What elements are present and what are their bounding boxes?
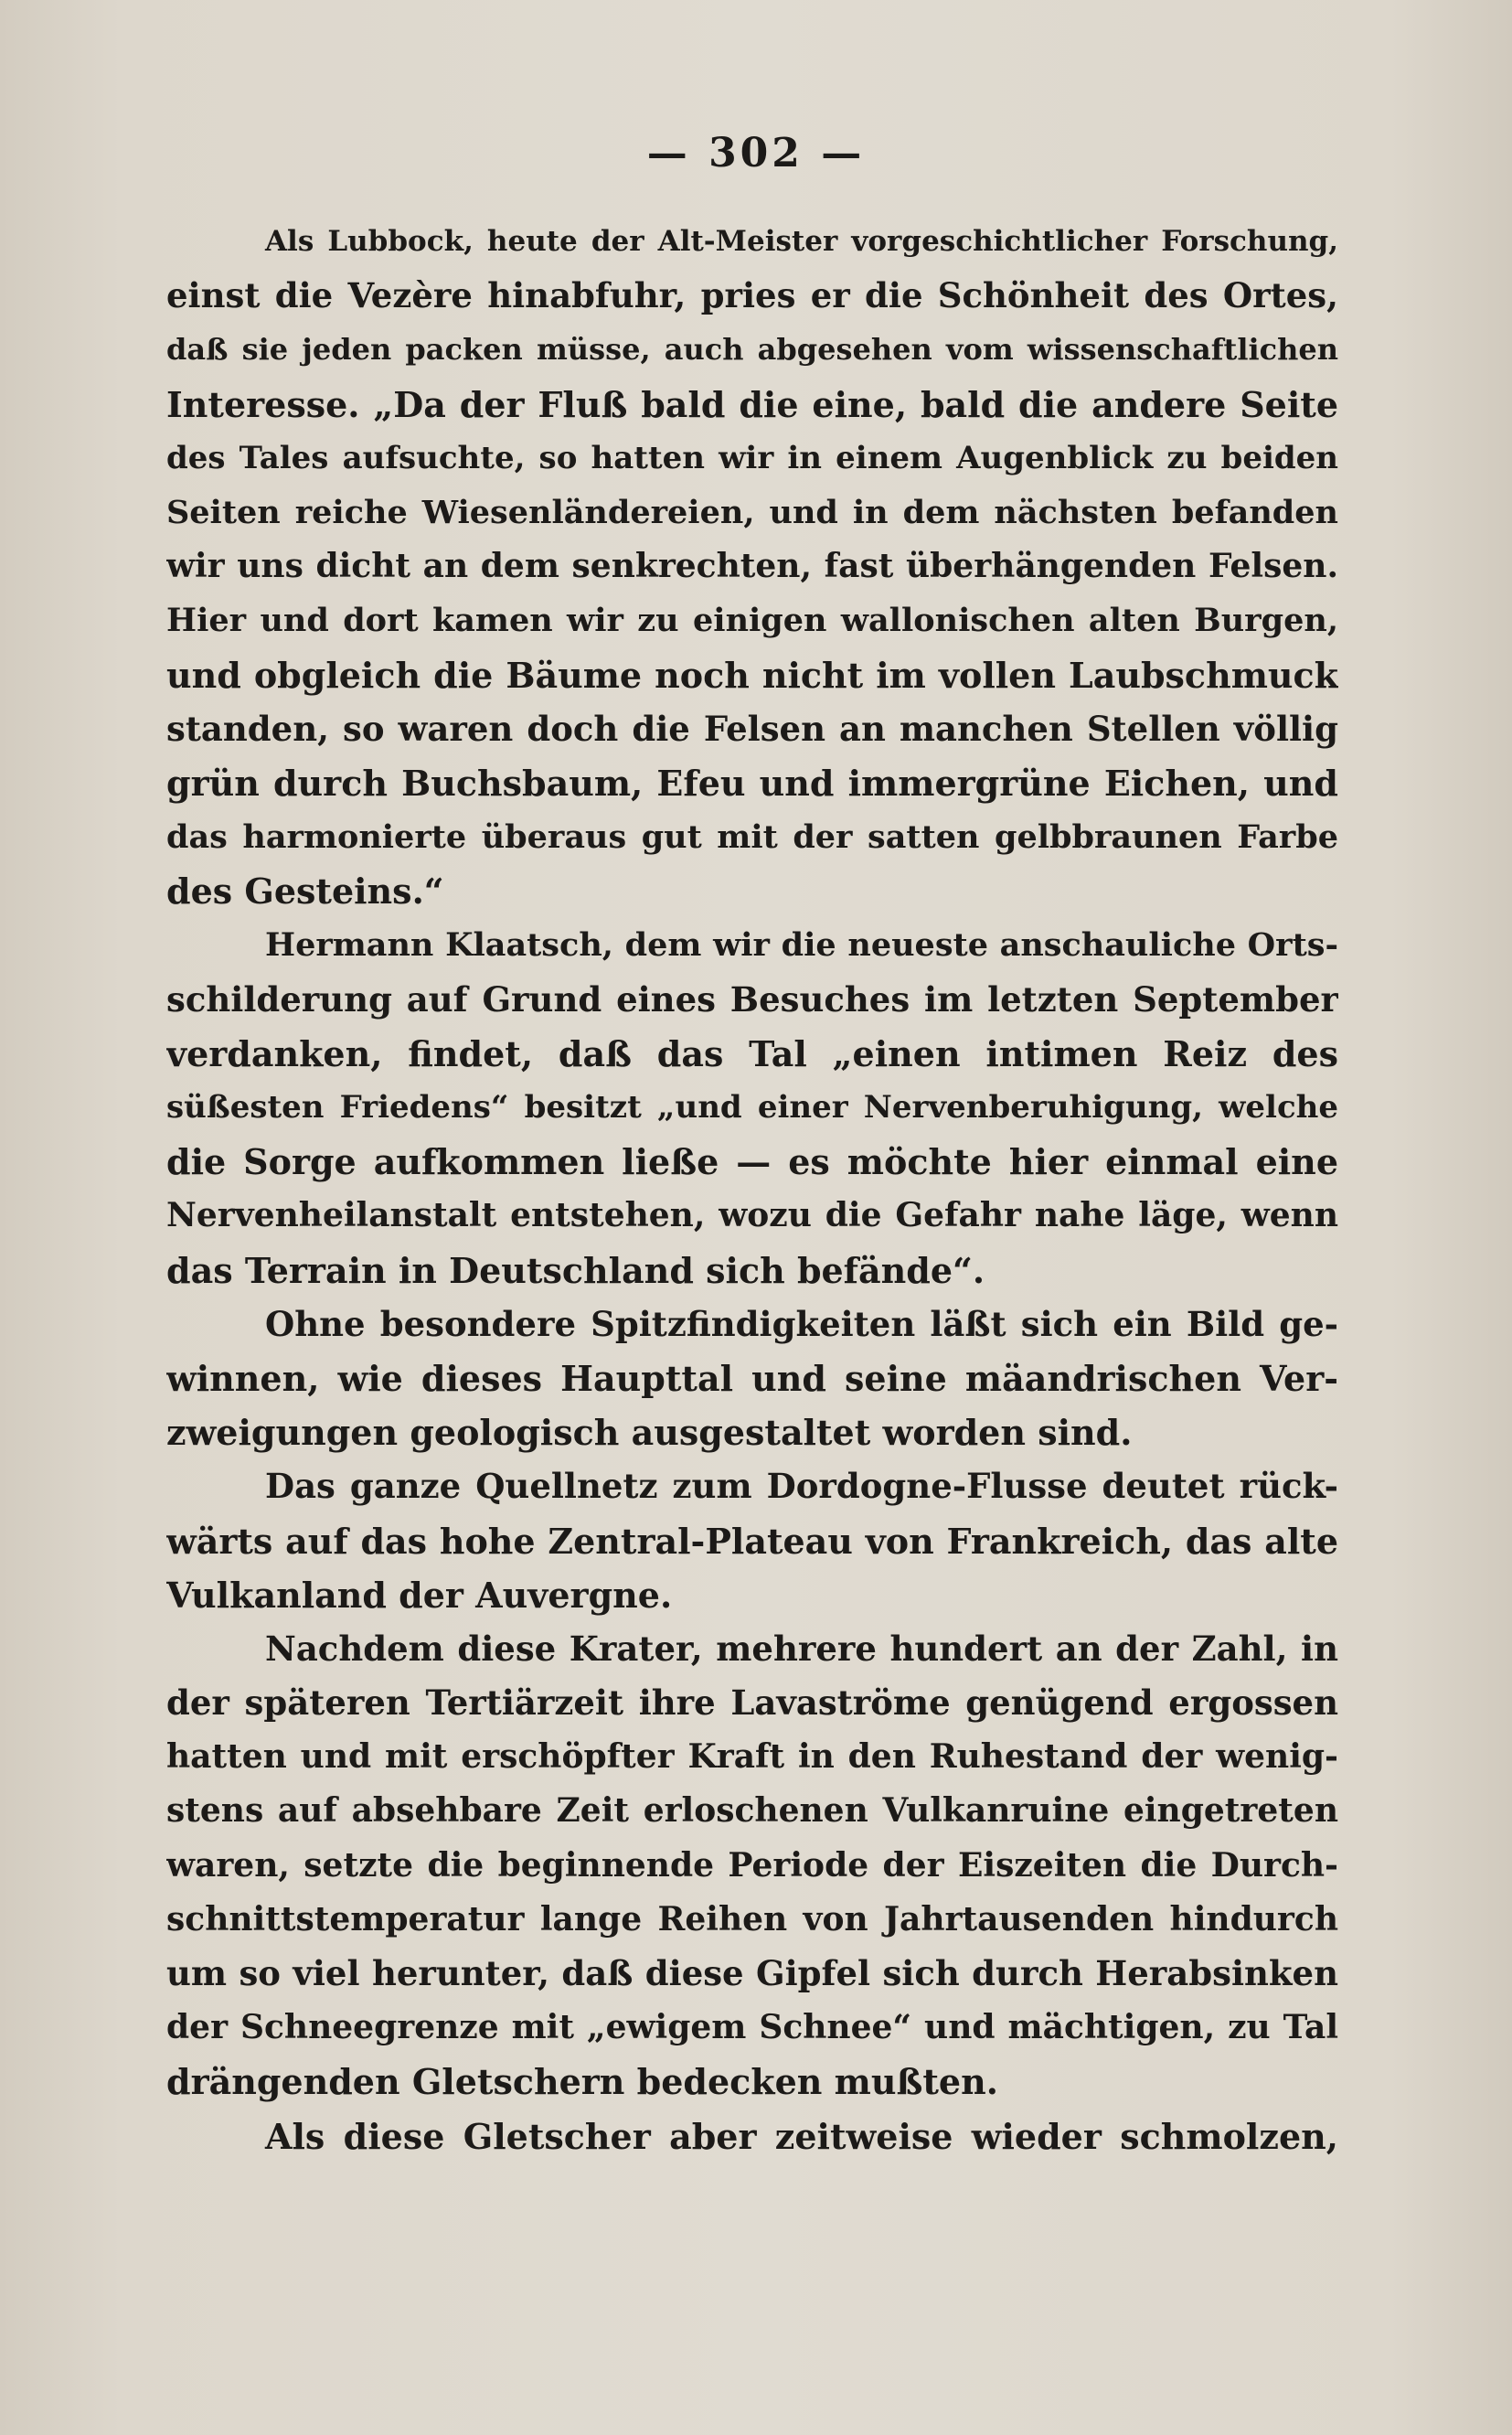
text-line: verdanken, findet, daß das Tal „einen intimen Reiz des <box>166 1032 1338 1074</box>
text-line: Das ganze Quellnetz zum Dordogne-Flusse deutet rück- <box>265 1466 1338 1507</box>
text-line: waren, setzte die beginnende Periode der Eiszeiten die Durch- <box>166 1845 1338 1885</box>
text-line: schnittstemperatur lange Reihen von Jahrtausenden hindurch <box>166 1899 1338 1938</box>
text-line: Hier und dort kamen wir zu einigen wallonischen alten Burgen, <box>166 602 1338 640</box>
text-line: Interesse. „Da der Fluß bald die eine, bald die andere Seite <box>166 383 1338 425</box>
text-line: der Schneegrenze mit „ewigem Schnee“ und mächtigen, zu Tal <box>166 2008 1338 2047</box>
text-line: das Terrain in Deutschland sich befände“. <box>166 1249 985 1291</box>
text-line: grün durch Buchsbaum, Efeu und immergrüne Eichen, und <box>166 762 1338 804</box>
text-line: Seiten reiche Wiesenländereien, und in dem nächsten befanden <box>166 493 1338 531</box>
text-line: einst die Vezère hinabfuhr, pries er die Schönheit des Ortes, <box>166 275 1338 316</box>
text-line: stens auf absehbare Zeit erloschenen Vulkanruine eingetreten <box>166 1791 1338 1831</box>
text-line: wärts auf das hohe Zentral-Plateau von Frankreich, das alte <box>166 1520 1338 1562</box>
text-line: süßesten Friedens“ besitzt „und einer Nervenberuhigung, welche <box>166 1089 1338 1126</box>
text-line: des Tales aufsuchte, so hatten wir in einem Augenblick zu beiden <box>166 439 1338 476</box>
text-line: Hermann Klaatsch, dem wir die neueste anschauliche Orts- <box>265 926 1338 965</box>
text-line: schilderung auf Grund eines Besuches im letzten September <box>166 978 1338 1020</box>
text-line: winnen, wie dieses Haupttal und seine mäandrischen Ver- <box>166 1357 1338 1399</box>
text-line: wir uns dicht an dem senkrechten, fast überhängenden Felsen. <box>166 547 1338 586</box>
text-line: und obgleich die Bäume noch nicht im vollen Laubschmuck <box>166 654 1338 696</box>
body-text <box>166 215 1338 2163</box>
text-line: drängenden Gletschern bedecken mußten. <box>166 2061 998 2103</box>
text-line: des Gesteins.“ <box>166 870 444 913</box>
text-line: um so viel herunter, daß diese Gipfel sich durch Herabsinken <box>166 1953 1338 1993</box>
text-line: standen, so waren doch die Felsen an manchen Stellen völlig <box>166 708 1338 749</box>
text-line: Als diese Gletscher aber zeitweise wieder schmolzen, <box>265 2115 1338 2157</box>
text-line: die Sorge aufkommen ließe — es möchte hier einmal eine <box>166 1141 1338 1183</box>
text-line: Nervenheilanstalt entstehen, wozu die Gefahr nahe läge, wenn <box>166 1196 1338 1235</box>
text-line: Ohne besondere Spitzfindigkeiten läßt sich ein Bild ge- <box>265 1303 1338 1344</box>
text-line: Vulkanland der Auvergne. <box>166 1574 673 1616</box>
text-line: das harmonierte überaus gut mit der satten gelbbraunen Farbe <box>166 818 1338 857</box>
text-line: zweigungen geologisch ausgestaltet worden sind. <box>166 1412 1133 1454</box>
text-line: hatten und mit erschöpfter Kraft in den Ruhestand der wenig- <box>166 1737 1338 1777</box>
text-line: Als Lubbock, heute der Alt-Meister vorgeschichtlicher Forschung, <box>265 225 1338 258</box>
text-line: daß sie jeden packen müsse, auch abgesehen vom wissenschaftlichen <box>166 332 1338 368</box>
text-line: der späteren Tertiärzeit ihre Lavaströme genügend ergossen <box>166 1682 1338 1724</box>
page-number: — 302 — <box>646 130 866 176</box>
text-line: Nachdem diese Krater, mehrere hundert an der Zahl, in <box>265 1628 1338 1669</box>
